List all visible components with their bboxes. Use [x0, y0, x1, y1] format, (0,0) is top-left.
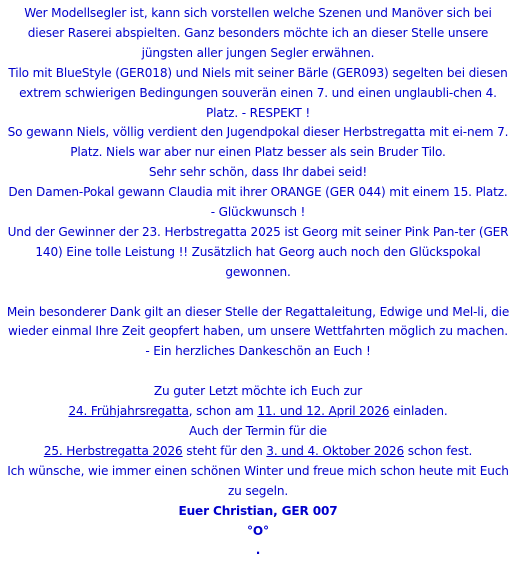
article-body: [6, 4, 510, 561]
autumn-dates-link[interactable]: 3. und 4. Oktober 2026: [266, 443, 404, 458]
emoticon: °O°: [247, 523, 269, 538]
spring-dates-link[interactable]: 11. und 12. April 2026: [257, 404, 390, 419]
paragraph-praise: Sehr sehr schön, dass Ihr dabei seid!: [148, 165, 368, 180]
paragraph-thanks: Mein besonderer Dank gilt an dieser Stelle der Regattaleitung, Edwige und Mel-li, die wieder einmal Ihre Zeit geopfert haben, um unsere Wettfahrten möglich zu machen. - Ein herzliches Dankeschön an Euch !: [6, 304, 510, 359]
spring-regatta-line: [6, 402, 510, 422]
signature: Euer Christian, GER 007: [178, 503, 338, 518]
autumn-regatta-link[interactable]: 25. Herbstregatta 2026: [43, 443, 183, 458]
spacer: [6, 362, 510, 382]
spring-tail-text: einladen.: [389, 404, 448, 419]
spring-regatta-link[interactable]: 24. Frühjahrsregatta: [68, 404, 189, 419]
paragraph-invite-intro: Zu guter Letzt möchte ich Euch zur: [153, 384, 363, 399]
paragraph-jugendpokal: So gewann Niels, völlig verdient den Jugendpokal dieser Herbstregatta mit ei-nem 7. Platz. Niels war aber nur einen Platz besser als sein Bruder Tilo.: [7, 125, 509, 160]
paragraph-damen-pokal: Den Damen-Pokal gewann Claudia mit ihrer ORANGE (GER 044) mit einem 15. Platz. - Glückwunsch !: [8, 185, 508, 220]
autumn-tail-text: schon fest.: [404, 443, 473, 458]
autumn-regatta-line: [6, 442, 510, 462]
autumn-mid-text: steht für den: [182, 443, 267, 458]
paragraph-intro: Wer Modellsegler ist, kann sich vorstellen welche Szenen und Manöver sich bei dieser Raserei abspielten. Ganz besonders möchte ich an dieser Stelle unsere jüngsten aller jungen Segler erwähnen.: [24, 6, 492, 60]
spring-mid-text: , schon am: [188, 404, 258, 419]
paragraph-winner: Und der Gewinner der 23. Herbstregatta 2025 ist Georg mit seiner Pink Pan-ter (GER 140) Eine tolle Leistung !! Zusätzlich hat Georg auch noch den Glückspokal gewonnen.: [7, 224, 509, 279]
final-dot: .: [255, 543, 261, 558]
closing-wish: Ich wünsche, wie immer einen schönen Winter und freue mich schon heute mit Euch zu segeln.: [7, 463, 509, 498]
termin-intro: Auch der Termin für die: [189, 424, 327, 438]
spacer: [6, 283, 510, 303]
paragraph-tilo-niels: Tilo mit BlueStyle (GER018) und Niels mit seiner Bärle (GER093) segelten bei diesen extrem schwierigen Bedingungen souverän einen 7. und einen unglaubli-chen 4. Platz. - RESPEKT !: [8, 65, 508, 120]
